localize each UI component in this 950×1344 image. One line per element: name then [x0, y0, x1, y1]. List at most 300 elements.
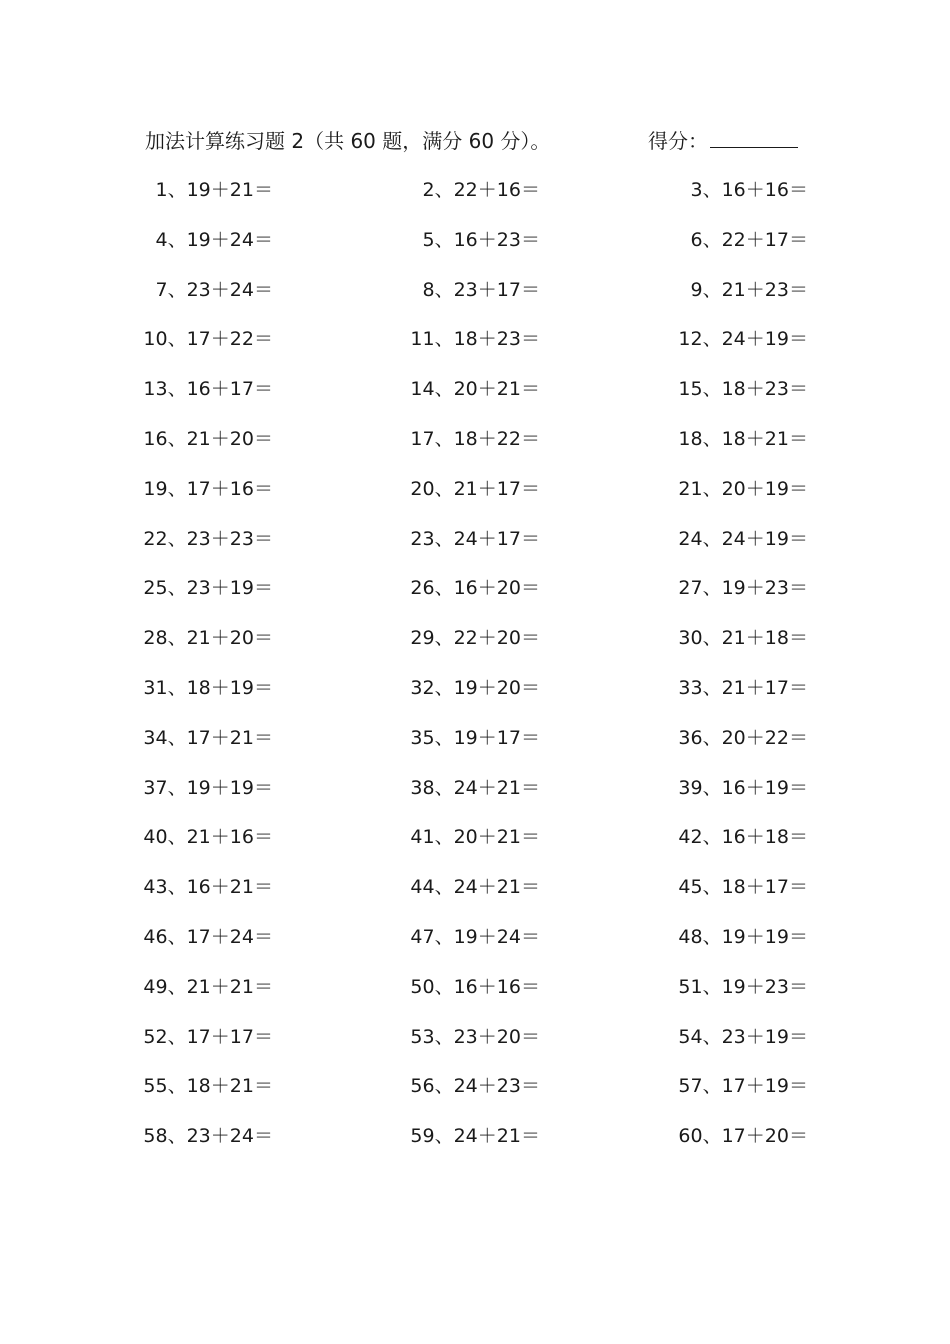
problem-item	[638, 570, 808, 606]
problem-separator: 、	[702, 1075, 722, 1098]
equals-sign: ＝	[520, 378, 540, 401]
problem-item	[103, 720, 273, 756]
problem-item	[638, 670, 808, 706]
plus-sign: ＋	[745, 876, 765, 899]
addend-a: 22	[453, 179, 478, 201]
problem-number: 25	[143, 577, 168, 600]
problem-item	[103, 521, 273, 557]
addend-b: 18	[764, 826, 789, 849]
equals-sign: ＝	[253, 876, 273, 899]
addend-b: 21	[496, 826, 521, 849]
plus-sign: ＋	[477, 826, 497, 849]
problem-separator: 、	[434, 378, 454, 401]
addend-b: 22	[229, 328, 254, 351]
addend-b: 20	[496, 577, 521, 600]
problem-separator: 、	[434, 228, 454, 251]
addend-b: 24	[229, 228, 254, 251]
problem-separator: 、	[167, 925, 187, 948]
addend-a: 21	[721, 627, 746, 650]
problem-item	[370, 1068, 540, 1104]
equals-sign: ＝	[520, 925, 540, 948]
plus-sign: ＋	[210, 477, 230, 500]
problem-row	[0, 1118, 950, 1168]
plus-sign: ＋	[745, 925, 765, 948]
problem-number: 53	[410, 1025, 435, 1048]
problem-item	[103, 670, 273, 706]
addend-a: 21	[186, 427, 211, 450]
plus-sign: ＋	[210, 676, 230, 699]
problem-separator: 、	[702, 378, 722, 401]
problem-number: 41	[410, 826, 435, 849]
equals-sign: ＝	[253, 676, 273, 699]
plus-sign: ＋	[745, 527, 765, 550]
addend-b: 21	[764, 427, 789, 450]
plus-sign: ＋	[210, 577, 230, 600]
addend-a: 19	[721, 577, 746, 600]
equals-sign: ＝	[788, 975, 808, 998]
problem-number: 35	[410, 726, 435, 749]
problem-item	[370, 471, 540, 507]
addend-b: 23	[496, 1075, 521, 1098]
equals-sign: ＝	[253, 278, 273, 301]
problem-separator: 、	[702, 925, 722, 948]
problem-separator: 、	[434, 1025, 454, 1048]
problem-item	[103, 620, 273, 656]
problem-item	[370, 521, 540, 557]
problem-separator: 、	[702, 1025, 722, 1048]
addend-b: 21	[496, 378, 521, 401]
problem-separator: 、	[167, 477, 187, 500]
equals-sign: ＝	[788, 1125, 808, 1148]
equals-sign: ＝	[520, 676, 540, 699]
addend-b: 23	[229, 527, 254, 550]
problem-separator: 、	[702, 179, 722, 201]
plus-sign: ＋	[745, 627, 765, 650]
addend-a: 23	[453, 1025, 478, 1048]
plus-sign: ＋	[745, 726, 765, 749]
equals-sign: ＝	[520, 179, 540, 201]
problem-item	[370, 819, 540, 855]
addend-a: 16	[721, 179, 746, 201]
problem-separator: 、	[167, 876, 187, 899]
plus-sign: ＋	[477, 676, 497, 699]
equals-sign: ＝	[520, 1075, 540, 1098]
addend-a: 21	[186, 826, 211, 849]
problem-item	[103, 869, 273, 905]
addend-a: 18	[721, 876, 746, 899]
problem-number: 50	[410, 975, 435, 998]
addend-b: 24	[229, 925, 254, 948]
problem-separator: 、	[434, 278, 454, 301]
problem-item	[103, 570, 273, 606]
equals-sign: ＝	[788, 477, 808, 500]
problem-number: 10	[143, 328, 168, 351]
problem-number: 34	[143, 726, 168, 749]
addend-a: 19	[186, 179, 211, 201]
problem-separator: 、	[702, 228, 722, 251]
addend-b: 20	[229, 427, 254, 450]
problem-number: 3	[690, 179, 703, 201]
problem-item	[638, 770, 808, 806]
problem-row	[0, 1068, 950, 1118]
problem-number: 12	[678, 328, 703, 351]
equals-sign: ＝	[520, 1125, 540, 1148]
problem-row	[0, 819, 950, 869]
problem-number: 11	[410, 328, 435, 351]
addend-b: 24	[229, 1125, 254, 1148]
problem-separator: 、	[434, 975, 454, 998]
equals-sign: ＝	[520, 1025, 540, 1048]
addend-a: 21	[721, 278, 746, 301]
problem-number: 21	[678, 477, 703, 500]
equals-sign: ＝	[788, 826, 808, 849]
problem-row	[0, 720, 950, 770]
problem-number: 9	[690, 278, 703, 301]
problem-separator: 、	[167, 826, 187, 849]
problem-item	[370, 172, 540, 208]
problem-separator: 、	[702, 676, 722, 699]
problem-separator: 、	[167, 378, 187, 401]
plus-sign: ＋	[210, 228, 230, 251]
problem-number: 47	[410, 925, 435, 948]
addend-a: 19	[721, 975, 746, 998]
problem-number: 48	[678, 925, 703, 948]
addend-b: 17	[229, 378, 254, 401]
plus-sign: ＋	[210, 975, 230, 998]
plus-sign: ＋	[477, 627, 497, 650]
problem-number: 37	[143, 776, 168, 799]
plus-sign: ＋	[477, 228, 497, 251]
problem-item	[638, 272, 808, 308]
problem-separator: 、	[702, 477, 722, 500]
addend-b: 21	[229, 876, 254, 899]
problem-number: 60	[678, 1125, 703, 1148]
problem-separator: 、	[434, 179, 454, 201]
problem-item	[103, 919, 273, 955]
addend-b: 24	[229, 278, 254, 301]
addend-a: 19	[186, 228, 211, 251]
plus-sign: ＋	[745, 179, 765, 201]
addend-a: 18	[453, 328, 478, 351]
worksheet-header	[145, 124, 815, 158]
problem-row	[0, 371, 950, 421]
problem-number: 7	[155, 278, 168, 301]
equals-sign: ＝	[520, 427, 540, 450]
problem-row	[0, 620, 950, 670]
problem-number: 51	[678, 975, 703, 998]
problem-row	[0, 869, 950, 919]
problem-item	[370, 222, 540, 258]
addend-a: 19	[453, 925, 478, 948]
problem-row	[0, 1019, 950, 1069]
problem-row	[0, 770, 950, 820]
problem-item	[103, 471, 273, 507]
problem-item	[370, 670, 540, 706]
addend-a: 24	[453, 1075, 478, 1098]
addend-a: 16	[721, 826, 746, 849]
addend-b: 16	[229, 477, 254, 500]
problem-number: 15	[678, 378, 703, 401]
addend-a: 19	[453, 726, 478, 749]
problem-item	[370, 919, 540, 955]
addend-a: 19	[721, 925, 746, 948]
equals-sign: ＝	[520, 627, 540, 650]
problem-row	[0, 919, 950, 969]
plus-sign: ＋	[477, 328, 497, 351]
equals-sign: ＝	[253, 378, 273, 401]
problem-row	[0, 521, 950, 571]
problem-number: 59	[410, 1125, 435, 1148]
addend-b: 24	[496, 925, 521, 948]
equals-sign: ＝	[520, 776, 540, 799]
problem-separator: 、	[167, 1075, 187, 1098]
equals-sign: ＝	[253, 427, 273, 450]
addend-b: 21	[229, 179, 254, 201]
addend-b: 23	[764, 577, 789, 600]
problem-item	[103, 421, 273, 457]
equals-sign: ＝	[520, 477, 540, 500]
addend-b: 20	[496, 627, 521, 650]
problem-number: 40	[143, 826, 168, 849]
addend-a: 21	[721, 676, 746, 699]
addend-a: 20	[721, 726, 746, 749]
addend-a: 19	[453, 676, 478, 699]
score-label: 得分：	[648, 129, 708, 153]
problem-item	[370, 272, 540, 308]
addend-a: 16	[453, 975, 478, 998]
equals-sign: ＝	[788, 627, 808, 650]
problem-separator: 、	[702, 776, 722, 799]
addend-a: 23	[186, 577, 211, 600]
addend-b: 20	[764, 1125, 789, 1148]
plus-sign: ＋	[210, 527, 230, 550]
problem-item	[103, 371, 273, 407]
equals-sign: ＝	[253, 477, 273, 500]
addend-a: 21	[186, 975, 211, 998]
problem-row	[0, 172, 950, 222]
problem-number: 27	[678, 577, 703, 600]
problem-item	[370, 720, 540, 756]
problem-separator: 、	[702, 627, 722, 650]
plus-sign: ＋	[210, 378, 230, 401]
problem-row	[0, 321, 950, 371]
problem-number: 32	[410, 676, 435, 699]
problem-separator: 、	[167, 726, 187, 749]
equals-sign: ＝	[788, 726, 808, 749]
plus-sign: ＋	[210, 179, 230, 201]
equals-sign: ＝	[253, 527, 273, 550]
addend-a: 18	[453, 427, 478, 450]
problem-item	[638, 421, 808, 457]
problem-separator: 、	[434, 876, 454, 899]
problem-separator: 、	[167, 328, 187, 351]
equals-sign: ＝	[520, 527, 540, 550]
plus-sign: ＋	[477, 527, 497, 550]
problem-item	[638, 620, 808, 656]
addend-b: 22	[764, 726, 789, 749]
problem-item	[638, 471, 808, 507]
problem-separator: 、	[702, 1125, 722, 1148]
equals-sign: ＝	[253, 328, 273, 351]
addend-b: 21	[229, 975, 254, 998]
addend-b: 17	[496, 477, 521, 500]
problem-number: 20	[410, 477, 435, 500]
problem-number: 57	[678, 1075, 703, 1098]
problem-number: 55	[143, 1075, 168, 1098]
problem-separator: 、	[434, 527, 454, 550]
problem-item	[638, 869, 808, 905]
problem-item	[638, 819, 808, 855]
equals-sign: ＝	[788, 228, 808, 251]
problem-row	[0, 570, 950, 620]
addend-b: 17	[229, 1025, 254, 1048]
problem-separator: 、	[167, 676, 187, 699]
addend-b: 21	[496, 776, 521, 799]
problem-number: 8	[422, 278, 435, 301]
plus-sign: ＋	[745, 328, 765, 351]
plus-sign: ＋	[210, 826, 230, 849]
addend-b: 19	[229, 776, 254, 799]
problem-separator: 、	[702, 527, 722, 550]
addend-a: 24	[721, 328, 746, 351]
plus-sign: ＋	[477, 179, 497, 201]
equals-sign: ＝	[788, 925, 808, 948]
addend-b: 17	[764, 676, 789, 699]
plus-sign: ＋	[745, 1125, 765, 1148]
score-blank-line[interactable]	[710, 125, 798, 148]
plus-sign: ＋	[477, 1125, 497, 1148]
problem-item	[370, 1118, 540, 1154]
plus-sign: ＋	[210, 876, 230, 899]
problem-item	[103, 1118, 273, 1154]
problem-number: 4	[155, 228, 168, 251]
problem-separator: 、	[702, 826, 722, 849]
addend-a: 24	[453, 776, 478, 799]
addend-b: 19	[764, 477, 789, 500]
problem-separator: 、	[434, 925, 454, 948]
equals-sign: ＝	[788, 1075, 808, 1098]
addend-a: 23	[721, 1025, 746, 1048]
problem-number: 43	[143, 876, 168, 899]
problem-number: 1	[155, 179, 168, 201]
plus-sign: ＋	[210, 1025, 230, 1048]
problem-separator: 、	[434, 627, 454, 650]
addend-b: 19	[764, 1075, 789, 1098]
plus-sign: ＋	[210, 1075, 230, 1098]
problem-number: 26	[410, 577, 435, 600]
problem-item	[103, 1019, 273, 1055]
equals-sign: ＝	[253, 925, 273, 948]
problem-number: 49	[143, 975, 168, 998]
problem-separator: 、	[702, 427, 722, 450]
problem-number: 14	[410, 378, 435, 401]
problem-item	[103, 819, 273, 855]
problem-row	[0, 969, 950, 1019]
plus-sign: ＋	[745, 776, 765, 799]
problem-separator: 、	[434, 427, 454, 450]
problem-number: 39	[678, 776, 703, 799]
equals-sign: ＝	[520, 826, 540, 849]
equals-sign: ＝	[520, 975, 540, 998]
addend-a: 17	[186, 477, 211, 500]
problem-item	[638, 919, 808, 955]
plus-sign: ＋	[745, 826, 765, 849]
addend-a: 16	[453, 577, 478, 600]
addend-b: 16	[496, 975, 521, 998]
plus-sign: ＋	[745, 676, 765, 699]
addend-b: 19	[229, 577, 254, 600]
problem-number: 52	[143, 1025, 168, 1048]
problem-separator: 、	[434, 776, 454, 799]
equals-sign: ＝	[253, 1075, 273, 1098]
addend-b: 17	[764, 876, 789, 899]
plus-sign: ＋	[477, 726, 497, 749]
problem-item	[638, 1068, 808, 1104]
problem-number: 54	[678, 1025, 703, 1048]
equals-sign: ＝	[520, 577, 540, 600]
addend-b: 19	[229, 676, 254, 699]
addend-a: 23	[186, 1125, 211, 1148]
equals-sign: ＝	[788, 328, 808, 351]
problem-separator: 、	[434, 328, 454, 351]
addend-b: 23	[764, 975, 789, 998]
plus-sign: ＋	[477, 378, 497, 401]
problem-number: 24	[678, 527, 703, 550]
problem-item	[638, 521, 808, 557]
problem-number: 6	[690, 228, 703, 251]
problem-item	[638, 321, 808, 357]
problem-row	[0, 471, 950, 521]
equals-sign: ＝	[253, 1025, 273, 1048]
addend-a: 21	[453, 477, 478, 500]
problem-item	[103, 272, 273, 308]
problem-item	[370, 770, 540, 806]
equals-sign: ＝	[788, 527, 808, 550]
problem-separator: 、	[167, 228, 187, 251]
plus-sign: ＋	[745, 1025, 765, 1048]
addend-b: 19	[764, 776, 789, 799]
equals-sign: ＝	[253, 1125, 273, 1148]
problem-separator: 、	[434, 676, 454, 699]
problem-separator: 、	[167, 975, 187, 998]
plus-sign: ＋	[745, 278, 765, 301]
problem-number: 36	[678, 726, 703, 749]
plus-sign: ＋	[745, 477, 765, 500]
problem-separator: 、	[702, 876, 722, 899]
plus-sign: ＋	[210, 925, 230, 948]
equals-sign: ＝	[253, 826, 273, 849]
problem-item	[370, 321, 540, 357]
worksheet-title: 加法计算练习题 2（共 60 题，满分 60 分）。	[145, 129, 551, 153]
problem-number: 13	[143, 378, 168, 401]
equals-sign: ＝	[253, 776, 273, 799]
problem-separator: 、	[167, 1025, 187, 1048]
problem-number: 31	[143, 676, 168, 699]
addend-a: 21	[186, 627, 211, 650]
problem-item	[638, 969, 808, 1005]
addend-b: 21	[229, 1075, 254, 1098]
addend-a: 16	[186, 876, 211, 899]
problem-item	[638, 1019, 808, 1055]
equals-sign: ＝	[788, 278, 808, 301]
addend-b: 16	[229, 826, 254, 849]
addend-a: 18	[721, 427, 746, 450]
plus-sign: ＋	[210, 1125, 230, 1148]
addend-a: 22	[453, 627, 478, 650]
equals-sign: ＝	[253, 726, 273, 749]
addend-b: 19	[764, 527, 789, 550]
problem-separator: 、	[167, 527, 187, 550]
